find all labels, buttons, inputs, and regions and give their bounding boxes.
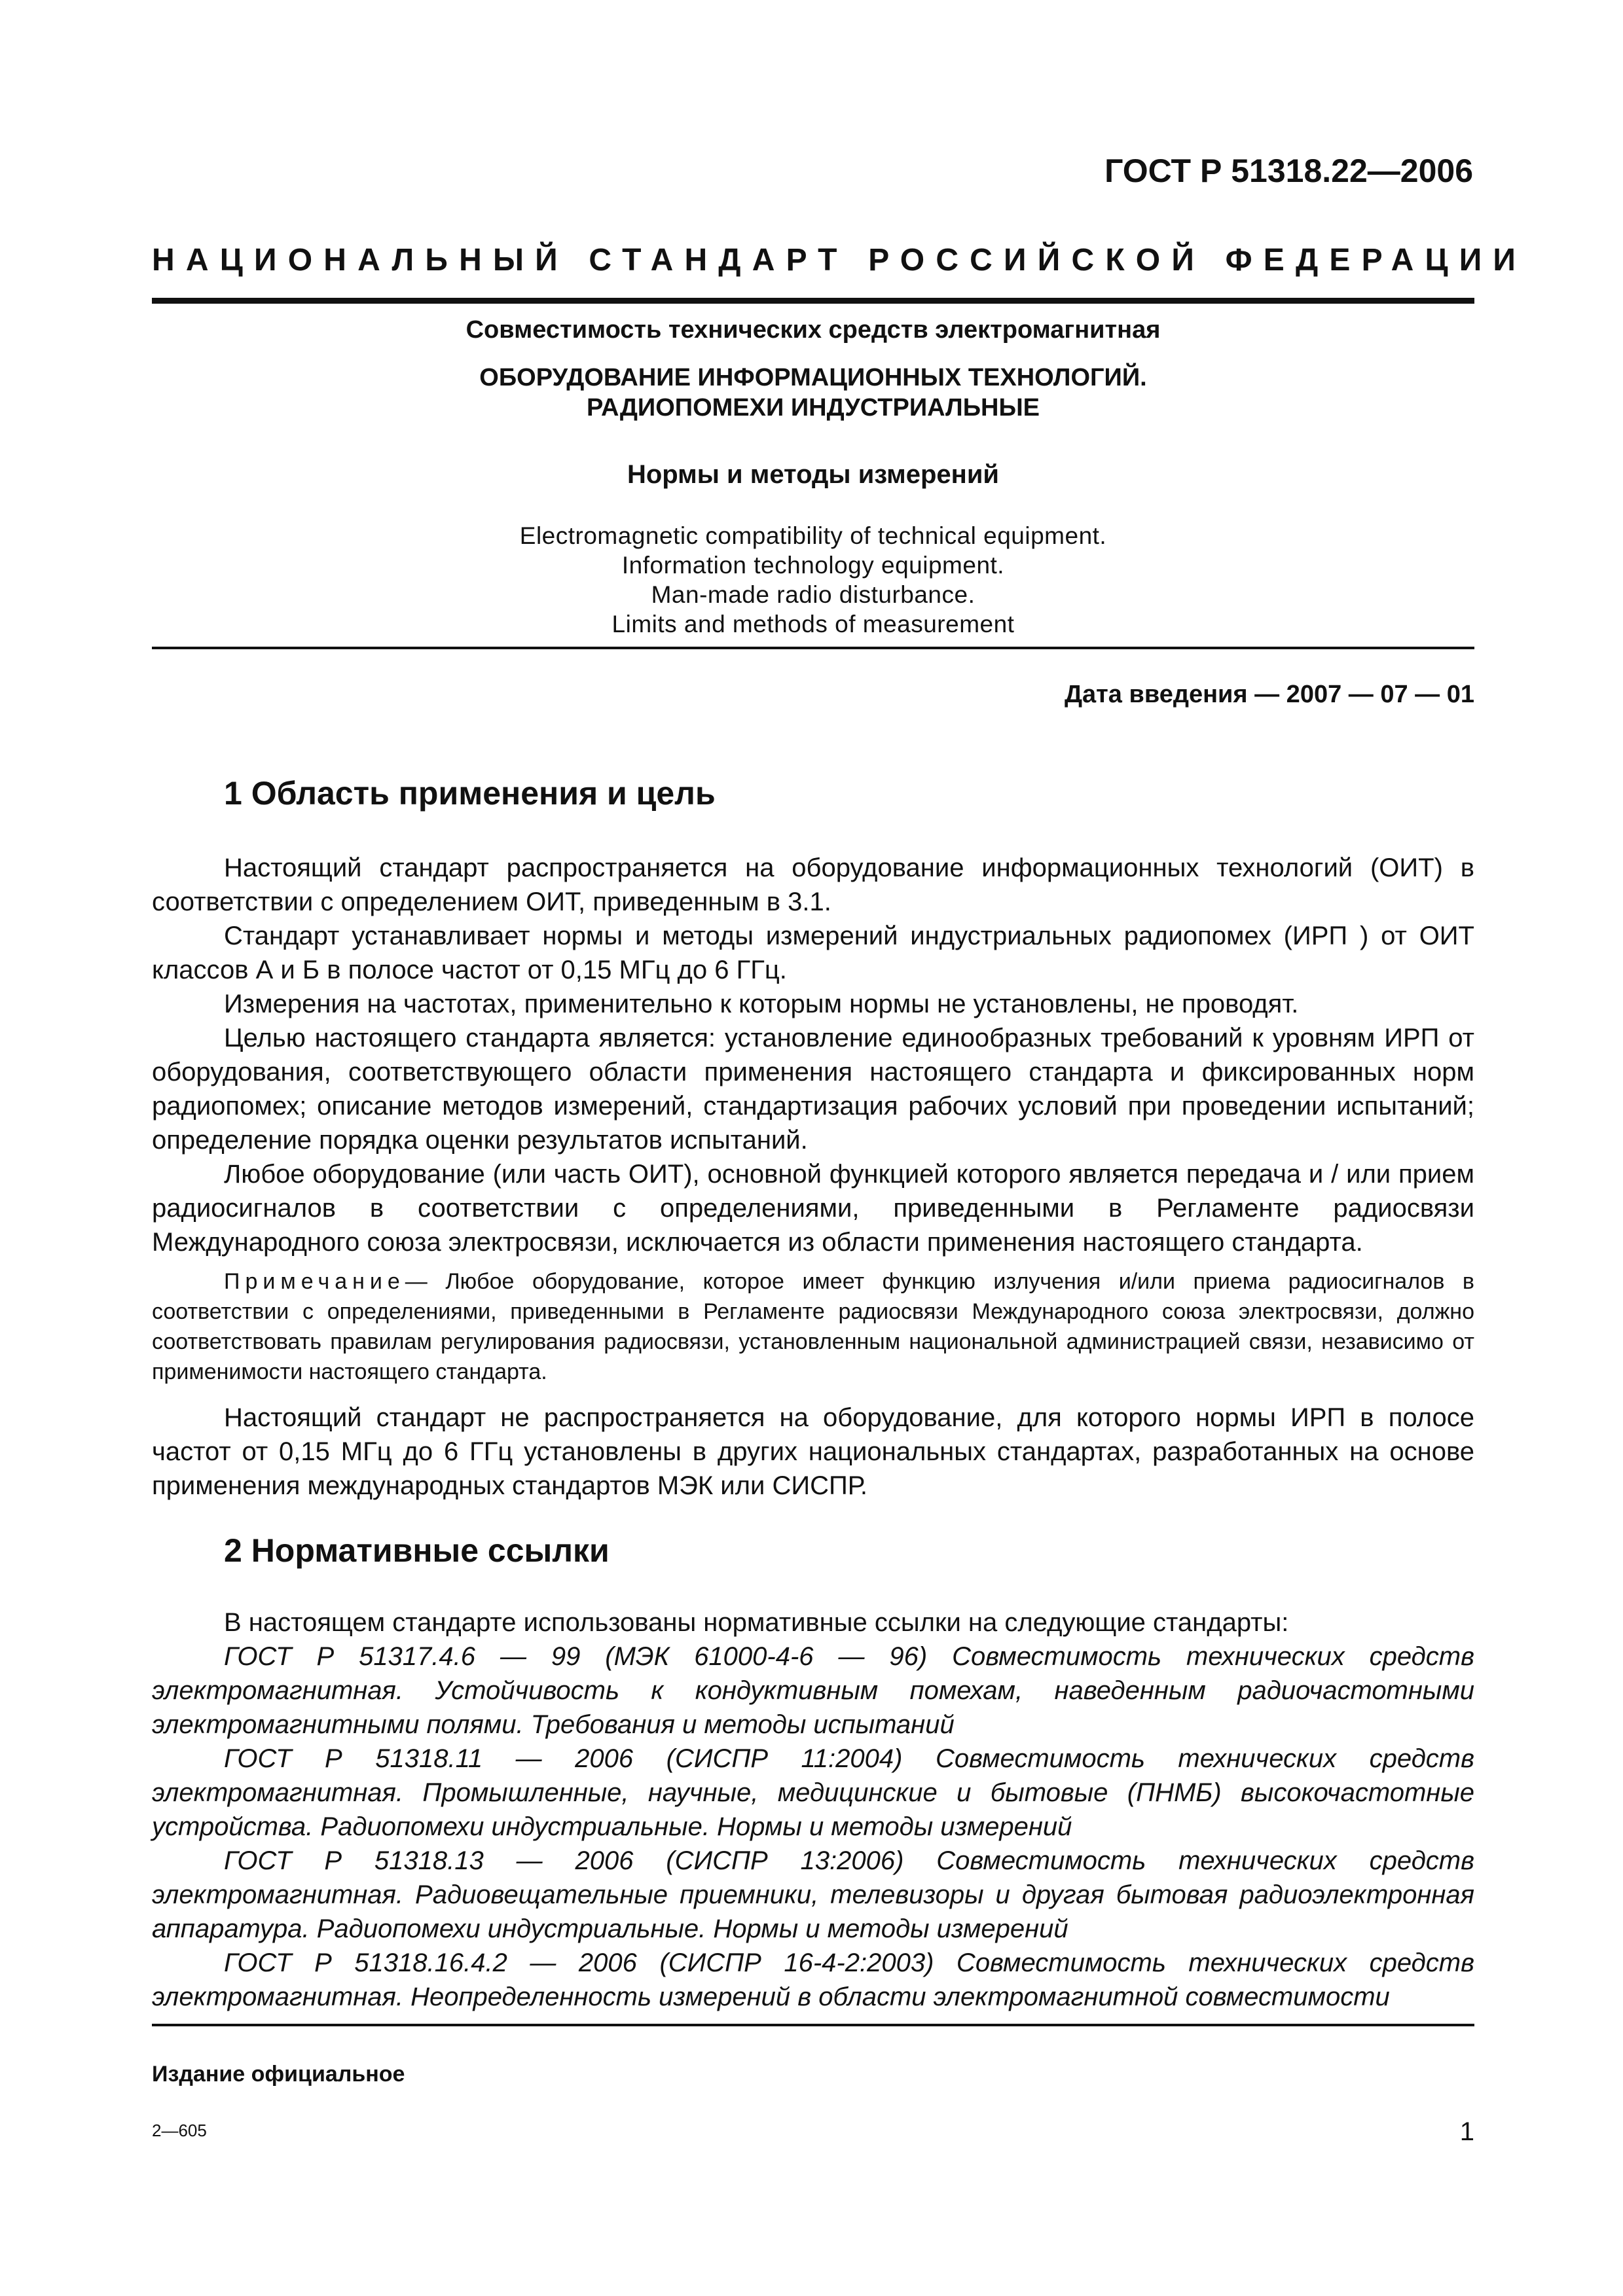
edition-label: Издание официальное (152, 2062, 405, 2087)
english-title-line-2: Information technology equipment. (621, 552, 1005, 579)
header-rule (152, 298, 1474, 304)
english-title-line-3: Man-made radio disturbance. (651, 581, 976, 608)
document-number: ГОСТ Р 51318.22—2006 (1104, 152, 1473, 189)
section-1-paragraph: Целью настоящего стандарта является: установление единообразных требований к уровням ИРП от оборудования, соответствующего области применения настоящего стандарта и фиксированных норм радиопомех; описание методов измерений, стандартизация рабочих условий при проведении испытаний; определение порядка оценки результатов испытаний. (152, 1024, 1474, 1155)
normative-reference: ГОСТ Р 51318.16.4.2 — 2006 (СИСПР 16-4-2:2003) Совместимость технических средств электромагнитная. Неопределенность измерений в области электромагнитной совместимости (152, 1948, 1474, 2011)
section-2-body (152, 1605, 1474, 2014)
section-1-final-paragraph: Настоящий стандарт не распространяется на оборудование, для которого нормы ИРП в полосе частот от 0,15 МГц до 6 ГГц установлены в других национальных стандартах, разработанных на основе применения международных стандартов МЭК или СИСПР. (152, 1403, 1474, 1500)
section-2-intro: В настоящем стандарте использованы нормативные ссылки на следующие стандарты: (224, 1608, 1289, 1637)
normative-reference: ГОСТ Р 51318.11 — 2006 (СИСПР 11:2004) Совместимость технических средств электромагнитная. Промышленные, научные, медицинские и бытовые (ПНМБ) высокочастотные устройства. Радиопомехи индустриальные. Нормы и методы измерений (152, 1744, 1474, 1841)
section-1-heading: 1 Область применения и цель (224, 775, 716, 812)
section-1-paragraph: Измерения на частотах, применительно к которым нормы не установлены, не проводят. (224, 990, 1299, 1018)
national-standard-banner: НАЦИОНАЛЬНЫЙ СТАНДАРТ РОССИЙСКОЙ ФЕДЕРАЦИИ (152, 243, 1527, 278)
english-title-line-4: Limits and methods of measurement (611, 611, 1015, 637)
normative-reference: ГОСТ Р 51317.4.6 — 99 (МЭК 61000-4-6 — 96) Совместимость технических средств электромагнитная. Устойчивость к кондуктивным помехам, наведенным радиочастотными электромагнитными полями. Требования и методы испытаний (152, 1642, 1474, 1739)
section-2-heading: 2 Нормативные ссылки (224, 1532, 610, 1569)
title-line-1: Совместимость технических средств электромагнитная (465, 316, 1161, 344)
note-text: — Любое оборудование, которое имеет функцию излучения и/или приема радиосигналов в соответствии с определениями, приведенными в Регламенте радиосвязи Международного союза электросвязи, должно соответствовать правилам регулирования радиосвязи, установленным национальной администрацией связи, независимо от применимости настоящего стандарта. (152, 1269, 1474, 1384)
note-label: Примечание (224, 1269, 405, 1294)
english-title-line-1: Electromagnetic compatibility of technical equipment. (519, 522, 1107, 549)
page-number: 1 (1459, 2117, 1474, 2146)
title-line-4: Нормы и методы измерений (627, 460, 1000, 489)
title-rule (152, 647, 1474, 649)
print-code: 2—605 (152, 2121, 207, 2140)
section-1-paragraph: Настоящий стандарт распространяется на оборудование информационных технологий (ОИТ) в соответствии с определением ОИТ, приведенным в 3.1. (152, 853, 1474, 916)
introduction-date: Дата введения — 2007 — 07 — 01 (1064, 681, 1474, 708)
title-line-2: ОБОРУДОВАНИЕ ИНФОРМАЦИОННЫХ ТЕХНОЛОГИЙ. (479, 364, 1147, 391)
normative-reference: ГОСТ Р 51318.13 — 2006 (СИСПР 13:2006) Совместимость технических средств электромагнитная. Радиовещательные приемники, телевизоры и другая бытовая радиоэлектронная аппаратура. Радиопомехи индустриальные. Нормы и методы измерений (152, 1846, 1474, 1943)
section-1-final (152, 1401, 1474, 1503)
title-line-3: РАДИОПОМЕХИ ИНДУСТРИАЛЬНЫЕ (586, 394, 1040, 422)
section-1-paragraph: Любое оборудование (или часть ОИТ), основной функцией которого является передача и / или прием радиосигналов в соответствии с определениями, приведенными в Регламенте радиосвязи Международного союза электросвязи, исключается из области применения настоящего стандарта. (152, 1160, 1474, 1257)
section-1-paragraph: Стандарт устанавливает нормы и методы измерений индустриальных радиопомех (ИРП ) от ОИТ классов А и Б в полосе частот от 0,15 МГц до 6 ГГц. (152, 922, 1474, 984)
footer-rule (152, 2024, 1474, 2026)
section-1-note (152, 1266, 1474, 1387)
section-1-body (152, 851, 1474, 1259)
